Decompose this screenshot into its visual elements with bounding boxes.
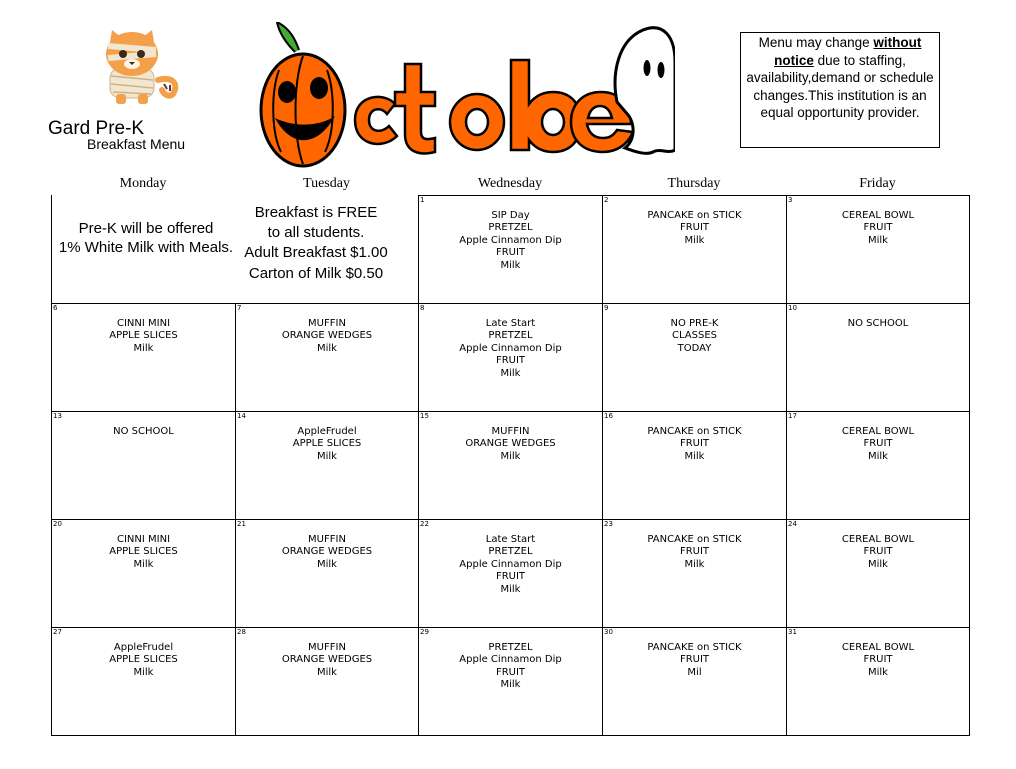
menu-item: Apple Cinnamon Dip (459, 342, 562, 354)
menu-item: NO SCHOOL (847, 318, 909, 329)
day-header-4: Friday (859, 176, 896, 191)
day-number: 9 (604, 304, 609, 312)
school-name: Gard Pre-K (48, 118, 145, 139)
day-number: 20 (53, 520, 62, 528)
calendar-day-cell (418, 195, 603, 304)
month-title (255, 22, 675, 172)
day-number: 14 (237, 412, 246, 420)
menu-item: SIP Day (491, 210, 530, 221)
menu-change-notice (740, 32, 940, 148)
menu-item: TODAY (677, 342, 712, 354)
menu-item: CEREAL BOWL (841, 426, 915, 437)
day-number: 29 (420, 628, 429, 636)
day-number: 7 (237, 304, 242, 312)
menu-item: Milk (500, 259, 521, 271)
notice-text-pre: Menu may change (758, 35, 874, 50)
menu-item: CEREAL BOWL (841, 534, 915, 545)
note-line: Carton of Milk $0.50 (248, 265, 384, 282)
notice-text-bold: without notice (774, 35, 922, 68)
menu-name: Breakfast Menu (87, 136, 186, 152)
month-title-art (255, 22, 675, 172)
menu-item: FRUIT (679, 438, 710, 450)
day-number: 1 (420, 196, 425, 204)
note-line: to all students. (267, 224, 365, 241)
note-line: Breakfast is FREE (254, 204, 378, 221)
calendar-day-cell (602, 411, 787, 520)
calendar-day-cell (786, 627, 970, 736)
calendar-day-cell (418, 303, 603, 412)
menu-item: FRUIT (679, 222, 710, 234)
menu-item: FRUIT (863, 546, 893, 558)
menu-item: CINNI MINI (116, 534, 171, 545)
free-breakfast-note (227, 203, 405, 284)
menu-item: Milk (317, 558, 337, 570)
menu-item: Apple Cinnamon Dip (459, 558, 562, 570)
calendar-day-cell (235, 519, 419, 628)
first-week-notes (51, 195, 418, 303)
note-line: Adult Breakfast $1.00 (244, 244, 388, 261)
menu-item: FRUIT (679, 654, 710, 666)
menu-item: CLASSES (672, 330, 717, 342)
menu-item: Milk (317, 342, 337, 354)
menu-item: FRUIT (679, 546, 710, 558)
day-header-1: Tuesday (303, 176, 350, 191)
menu-item: AppleFrudel (297, 426, 357, 437)
calendar-day-cell (786, 303, 970, 412)
day-header-0: Monday (119, 176, 167, 191)
menu-item: Milk (500, 367, 521, 379)
menu-item: ORANGE WEDGES (281, 654, 373, 666)
tiger-mummy-mascot-icon (78, 28, 188, 106)
menu-item: Milk (500, 679, 521, 691)
menu-item: FRUIT (863, 222, 893, 234)
calendar-day-cell (418, 519, 603, 628)
calendar-day-cell (51, 303, 236, 412)
day-number: 6 (53, 304, 58, 312)
note-line: Pre-K will be offered (78, 220, 214, 237)
day-number: 13 (53, 412, 62, 420)
menu-item: Milk (133, 666, 154, 678)
day-number: 15 (420, 412, 429, 420)
note-line: 1% White Milk with Meals. (58, 239, 234, 256)
menu-item: MUFFIN (308, 534, 346, 545)
day-number: 28 (237, 628, 246, 636)
menu-item: Milk (500, 583, 521, 595)
day-header-3: Thursday (667, 176, 721, 191)
menu-item: PRETZEL (488, 330, 533, 342)
calendar-day-cell (602, 627, 787, 736)
menu-item: Apple Cinnamon Dip (459, 234, 562, 246)
menu-item: Mil (687, 666, 702, 678)
day-number: 10 (788, 304, 797, 312)
menu-item: Milk (868, 450, 888, 462)
menu-item: Milk (317, 450, 337, 462)
menu-item: PRETZEL (488, 546, 533, 558)
menu-item: PRETZEL (488, 222, 533, 234)
calendar-day-cell (235, 411, 419, 520)
menu-item: NO PRE-K (670, 318, 719, 329)
day-number: 27 (53, 628, 62, 636)
menu-item: FRUIT (495, 355, 526, 367)
jack-o-lantern-icon (261, 22, 345, 166)
menu-item: Milk (684, 450, 705, 462)
calendar-day-cell (418, 411, 603, 520)
menu-item: PANCAKE on STICK (647, 642, 742, 653)
day-number: 8 (420, 304, 425, 312)
menu-item: FRUIT (495, 571, 526, 583)
menu-item: FRUIT (863, 438, 893, 450)
calendar-day-cell (51, 519, 236, 628)
prek-milk-note (51, 219, 241, 257)
day-number: 23 (604, 520, 613, 528)
menu-item: APPLE SLICES (109, 654, 178, 666)
day-number: 24 (788, 520, 797, 528)
menu-item: FRUIT (495, 247, 526, 259)
menu-item: FRUIT (863, 654, 893, 666)
calendar-day-cell (786, 411, 970, 520)
calendar-day-cell (418, 627, 603, 736)
day-number: 2 (604, 196, 609, 204)
menu-item: Milk (684, 234, 705, 246)
calendar-day-cell (235, 303, 419, 412)
calendar-day-cell (51, 411, 236, 520)
menu-item: Milk (317, 666, 337, 678)
menu-item: PANCAKE on STICK (647, 534, 742, 545)
menu-item: NO SCHOOL (113, 426, 174, 437)
day-number: 31 (788, 628, 797, 636)
menu-item: Late Start (485, 534, 536, 545)
calendar-day-cell (786, 195, 970, 304)
day-number: 16 (604, 412, 613, 420)
menu-item: Milk (133, 342, 154, 354)
menu-item: Late Start (485, 318, 536, 329)
menu-item: MUFFIN (308, 642, 346, 653)
calendar-day-cell (786, 519, 970, 628)
menu-item: ORANGE WEDGES (281, 330, 373, 342)
day-header-2: Wednesday (477, 176, 543, 191)
menu-item: APPLE SLICES (109, 546, 178, 558)
menu-item: ORANGE WEDGES (281, 546, 373, 558)
menu-item: Milk (868, 234, 888, 246)
menu-item: PRETZEL (488, 642, 533, 653)
day-number: 22 (420, 520, 429, 528)
menu-item: MUFFIN (308, 318, 346, 329)
day-number: 30 (604, 628, 613, 636)
menu-item: Milk (684, 558, 705, 570)
day-number: 21 (237, 520, 246, 528)
menu-item: CEREAL BOWL (841, 210, 915, 221)
menu-item: Apple Cinnamon Dip (459, 654, 562, 666)
day-headers (51, 176, 969, 194)
calendar-day-cell (51, 627, 236, 736)
menu-item: APPLE SLICES (292, 438, 362, 450)
menu-item: ORANGE WEDGES (465, 438, 556, 450)
notice-text-post: due to staffing, availability,demand or schedule changes.This institution is an equal opportunity provider. (746, 52, 934, 120)
menu-item: PANCAKE on STICK (647, 210, 742, 221)
menu-item: CINNI MINI (116, 318, 171, 329)
day-number: 3 (788, 196, 793, 204)
menu-item: AppleFrudel (113, 642, 174, 653)
menu-item: Milk (133, 558, 154, 570)
menu-item: APPLE SLICES (109, 330, 178, 342)
calendar-day-cell (602, 519, 787, 628)
menu-item: Milk (868, 558, 888, 570)
menu-item: Milk (500, 450, 521, 462)
calendar-day-cell (602, 303, 787, 412)
calendar-day-cell (235, 627, 419, 736)
menu-item: CEREAL BOWL (841, 642, 915, 653)
calendar-day-cell (602, 195, 787, 304)
menu-item: Milk (868, 666, 888, 678)
menu-item: FRUIT (495, 666, 526, 678)
day-number: 17 (788, 412, 797, 420)
menu-item: MUFFIN (491, 426, 530, 437)
menu-item: PANCAKE on STICK (647, 426, 742, 437)
